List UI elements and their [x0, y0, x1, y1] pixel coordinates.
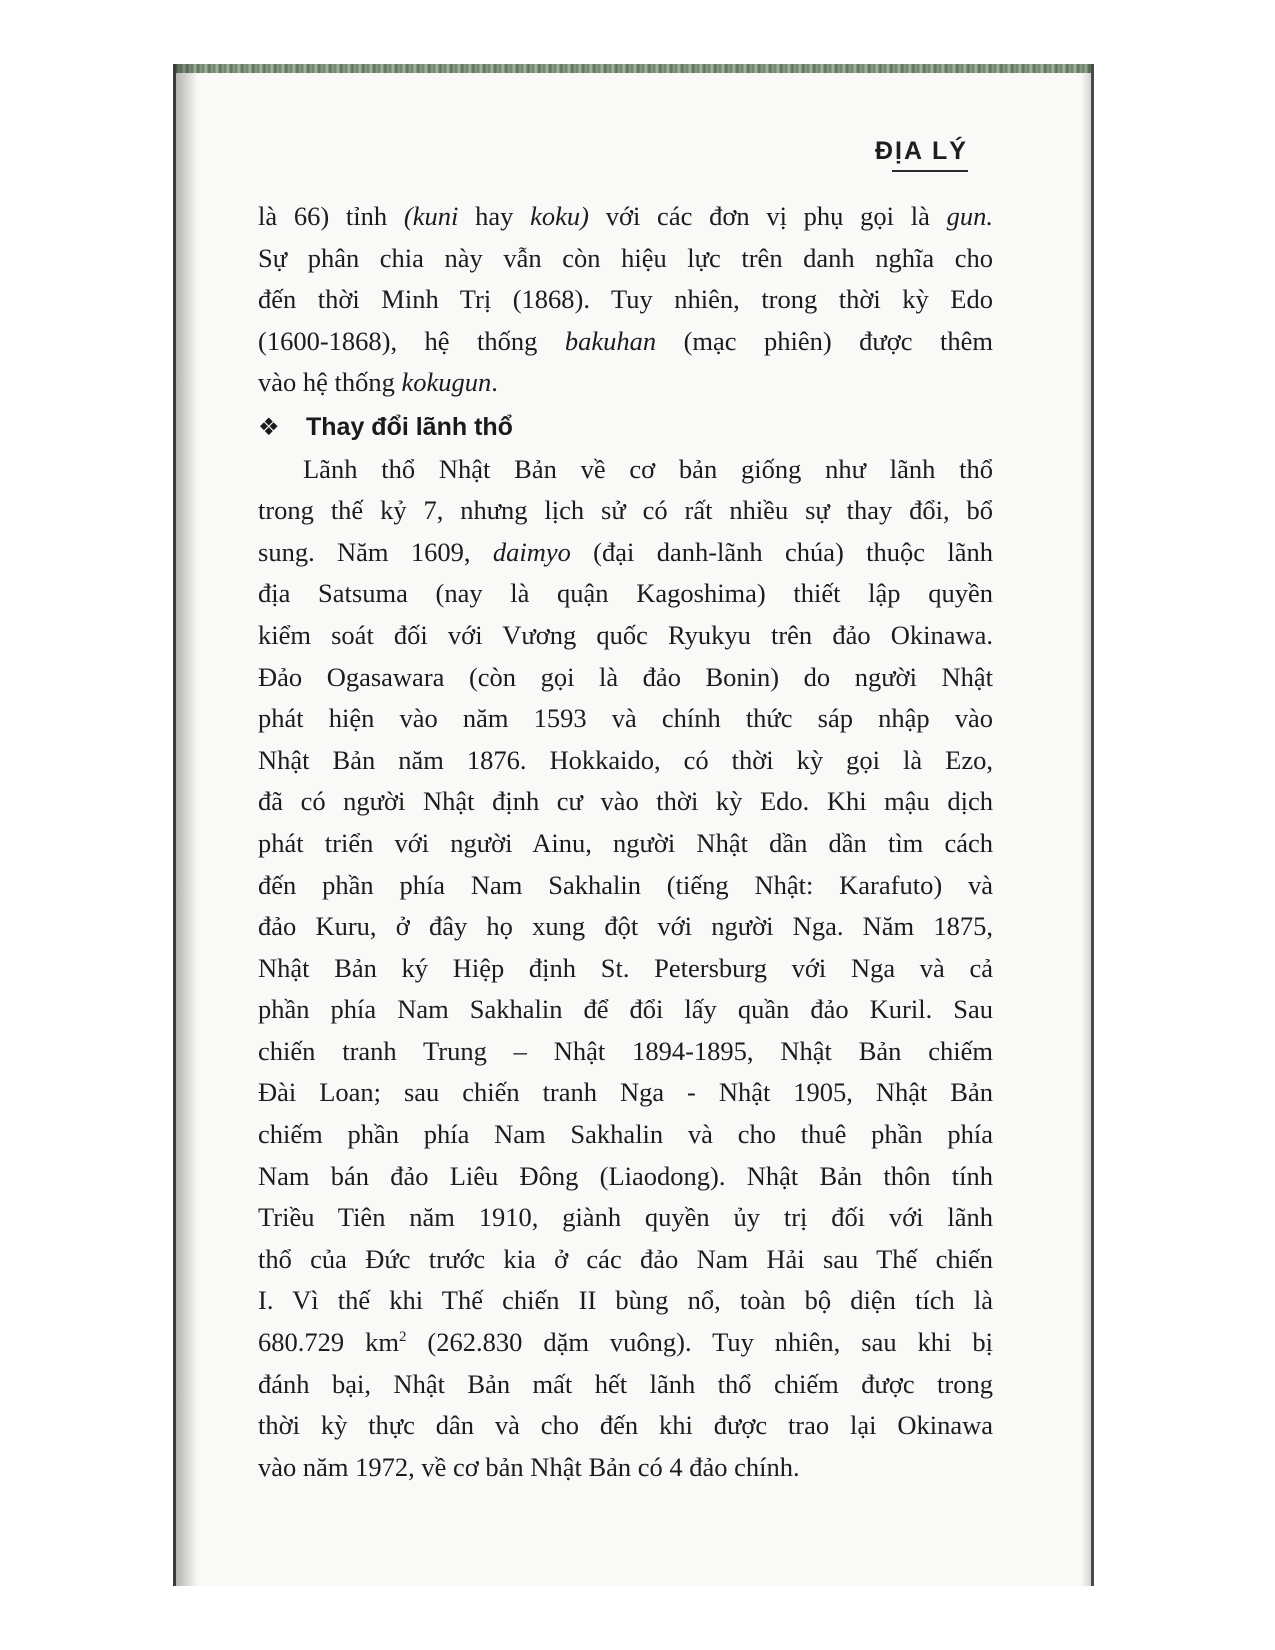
text-line: sung. Năm 1609, daimyo (đại danh-lãnh chúa) thuộc lãnh — [258, 536, 994, 567]
text-line: Nhật Bản năm 1876. Hokkaido, có thời kỳ gọi là Ezo, — [258, 744, 993, 775]
running-head: ĐỊA LÝ — [874, 137, 968, 165]
text-line: 680.729 $km^2$ (262.830 dặm vuông). Tuy nhiên, sau khi bị — [258, 1327, 993, 1358]
text-line: địa Satsuma (nay là quận Kagoshima) thiết lập quyền — [258, 578, 993, 609]
text-line: thổ của Đức trước kia ở các đảo Nam Hải sau Thế chiến — [258, 1243, 993, 1274]
text-line: vào hệ thống kokugun. — [258, 367, 498, 398]
text-line: đến phần phía Nam Sakhalin (tiếng Nhật: Karafuto) và — [258, 869, 993, 900]
book-page — [173, 64, 1094, 1586]
text-line: phần phía Nam Sakhalin để đổi lấy quần đảo Kuril. Sau — [258, 994, 993, 1025]
text-line: Đài Loan; sau chiến tranh Nga - Nhật 1905, Nhật Bản — [258, 1077, 993, 1108]
text-line: phát triển với người Ainu, người Nhật dần dần tìm cách — [258, 827, 993, 858]
paragraph-1 — [258, 196, 993, 404]
page-top-edge — [176, 64, 1091, 73]
text-line: Nam bán đảo Liêu Đông (Liaodong). Nhật Bản thôn tính — [258, 1160, 993, 1191]
text-line: Nhật Bản ký Hiệp định St. Petersburg với Nga và cả — [258, 952, 993, 983]
text-line: phát hiện vào năm 1593 và chính thức sáp nhập vào — [258, 703, 993, 734]
spine-shadow — [176, 64, 198, 1586]
paragraph-2 — [258, 449, 993, 1489]
text-line: chiếm phần phía Nam Sakhalin và cho thuê phần phía — [258, 1119, 993, 1150]
text-line: trong thế kỷ 7, nhưng lịch sử có rất nhiều sự thay đổi, bổ — [258, 495, 993, 526]
text-line: Sự phân chia này vẫn còn hiệu lực trên danh nghĩa cho — [258, 242, 993, 273]
text-line: I. Vì thế khi Thế chiến II bùng nổ, toàn bộ diện tích là — [258, 1285, 993, 1316]
text-line: đến thời Minh Trị (1868). Tuy nhiên, trong thời kỳ Edo — [258, 284, 993, 315]
text-line: Triều Tiên năm 1910, giành quyền ủy trị đối với lãnh — [258, 1202, 993, 1233]
text-line: (1600-1868), hệ thống bakuhan (mạc phiên) được thêm — [258, 325, 993, 356]
page-edge-shadow — [1081, 64, 1091, 1586]
text-line: chiến tranh Trung – Nhật 1894-1895, Nhật Bản chiếm — [258, 1035, 993, 1066]
text-line: Đảo Ogasawara (còn gọi là đảo Bonin) do người Nhật — [258, 661, 993, 692]
section-heading-text: Thay đổi lãnh thổ — [306, 412, 513, 441]
body-text — [258, 196, 993, 1488]
diamond-four-leaf-icon: ❖ — [258, 413, 280, 441]
text-line: kiểm soát đối với Vương quốc Ryukyu trên đảo Okinawa. — [258, 619, 993, 650]
text-line: đã có người Nhật định cư vào thời kỳ Edo. Khi mậu dịch — [258, 786, 993, 817]
text-line: Lãnh thổ Nhật Bản về cơ bản giống như lãnh thổ — [303, 453, 993, 484]
text-line: là 66) tỉnh (kuni hay koku) với các đơn vị phụ gọi là gun. — [258, 201, 993, 231]
text-line: đánh bại, Nhật Bản mất hết lãnh thổ chiếm được trong — [258, 1368, 993, 1399]
text-line: thời kỳ thực dân và cho đến khi được trao lại Okinawa — [258, 1410, 993, 1441]
text-line: đảo Kuru, ở đây họ xung đột với người Nga. Năm 1875, — [258, 911, 993, 942]
text-line: vào năm 1972, về cơ bản Nhật Bản có 4 đảo chính. — [258, 1451, 800, 1482]
section-heading — [258, 407, 993, 449]
running-head-rule — [892, 170, 968, 172]
